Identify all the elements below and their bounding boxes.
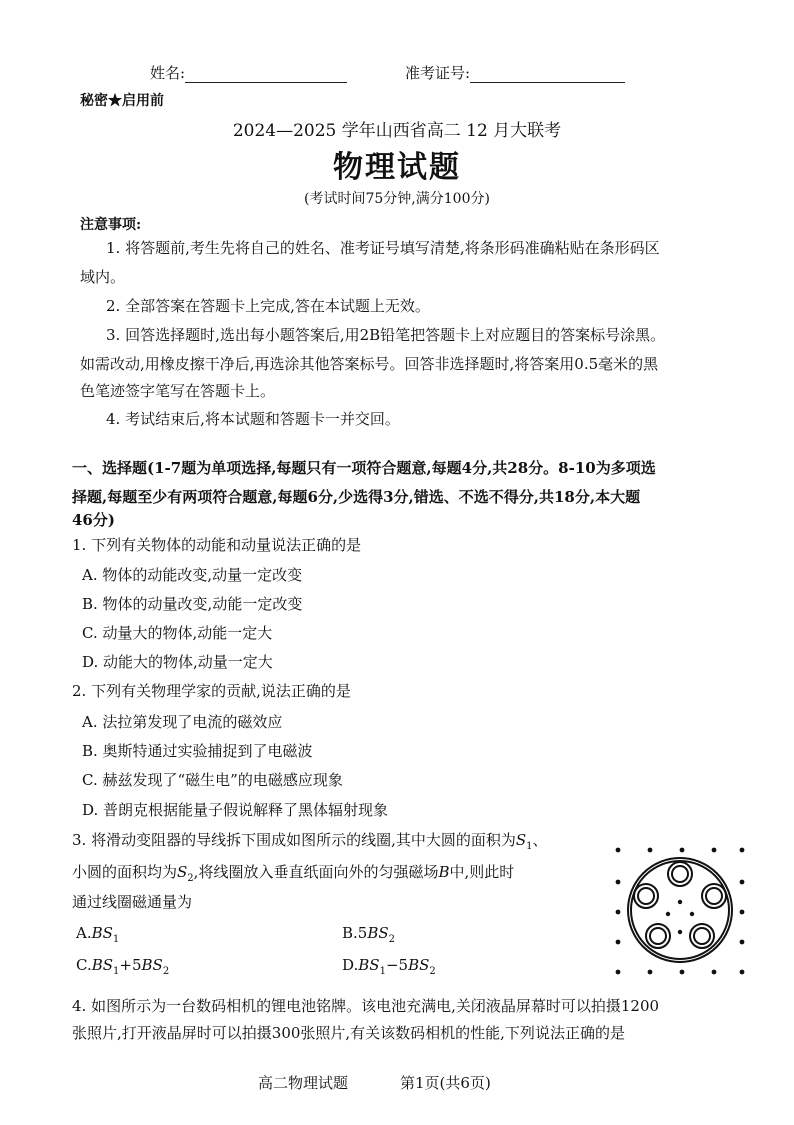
q3-sub-2: 2 (187, 873, 194, 884)
note-line-5: 如需改动,用橡皮擦干净后,再选涂其他答案标号。回答非选择题时,将答案用0.5毫米的黑 (80, 355, 659, 373)
footer-page-number: 第1页(共6页) (400, 1074, 491, 1092)
q2-option-c: C. 赫兹发现了“磁生电”的电磁感应现象 (82, 771, 343, 789)
q4-line-1: 4. 如图所示为一台数码相机的锂电池铭牌。该电池充满电,关闭液晶屏幕时可以拍摄1200 (72, 997, 660, 1015)
notes-heading: 注意事项: (80, 217, 142, 233)
q3-option-c-label: C. (76, 956, 92, 974)
q2-option-a: A. 法拉第发现了电流的磁效应 (82, 713, 283, 731)
q1-stem: 1. 下列有关物体的动能和动量说法正确的是 (72, 536, 362, 554)
q3-option-c-expr-1: BS (91, 956, 114, 974)
q1-option-a: A. 物体的动能改变,动量一定改变 (82, 566, 303, 584)
q3-option-d-expr-1: BS (358, 956, 380, 974)
note-line-4: 3. 回答选择题时,选出每小题答案后,用2B铅笔把答题卡上对应题目的答案标号涂黑。 (106, 326, 666, 344)
q3-line-1-text: 3. 将滑动变阻器的导线拆下围成如图所示的线圈,其中大圆的面积为 (72, 831, 516, 849)
q3-option-c-sub-1: 1 (113, 966, 120, 977)
q3-option-a (76, 924, 119, 945)
footer-subject: 高二物理试题 (258, 1074, 349, 1092)
q3-option-b-sub: 2 (388, 934, 396, 945)
q1-option-c: C. 动量大的物体,动能一定大 (82, 624, 273, 642)
q3-coil-figure (608, 838, 748, 978)
q3-option-b-expr: BS (367, 924, 389, 942)
q3-line-2 (72, 862, 514, 889)
q3-option-d-sub-1: 1 (379, 966, 386, 977)
section-heading-line-2: 择题,每题至少有两项符合题意,每题6分,少选得3分,错选、不选不得分,共18分,本大题 (72, 488, 641, 506)
note-line-7: 4. 考试结束后,将本试题和答题卡一并交回。 (106, 410, 400, 428)
q2-stem: 2. 下列有关物理学家的贡献,说法正确的是 (72, 682, 351, 700)
name-blank (185, 67, 347, 83)
name-label: 姓名: (150, 64, 186, 82)
q3-option-d-expr-2: BS (408, 956, 430, 974)
q3-option-c-op: +5 (119, 956, 142, 974)
q3-option-a-sub: 1 (112, 934, 120, 945)
name-field (150, 62, 347, 83)
q3-option-b-label: B.5 (342, 924, 368, 942)
q3-option-d (342, 956, 436, 977)
q3-option-d-sub-2: 2 (429, 966, 436, 977)
q1-option-d: D. 动能大的物体,动量一定大 (82, 653, 273, 671)
q3-option-c (76, 956, 169, 977)
note-line-6: 色笔迹签字笔写在答题卡上。 (80, 382, 276, 400)
secret-mark: 秘密★启用前 (80, 93, 164, 109)
note-line-2: 域内。 (80, 268, 126, 286)
q3-line-2-text-b: ,将线圈放入垂直纸面向外的匀强磁场 (193, 863, 439, 881)
exam-id-label: 准考证号: (405, 64, 471, 82)
q2-option-b: B. 奥斯特通过实验捕捉到了电磁波 (82, 742, 313, 760)
q3-line-2-text-a: 小圆的面积均为 (72, 863, 178, 881)
q3-var-s2: S (177, 863, 188, 881)
time-note: (考试时间75分钟,满分100分) (304, 191, 490, 207)
note-line-1: 1. 将答题前,考生先将自己的姓名、准考证号填写清楚,将条形码准确粘贴在条形码区 (106, 239, 660, 257)
q3-option-a-label: A. (76, 924, 92, 942)
q4-line-2: 张照片,打开液晶屏时可以拍摄300张照片,有关该数码相机的性能,下列说法正确的是 (72, 1024, 625, 1042)
q3-option-d-label: D. (342, 956, 359, 974)
section-heading-line-3: 46分) (72, 511, 115, 529)
coil-wire (628, 858, 732, 962)
q3-line-1 (72, 830, 548, 857)
exam-name: 2024—2025 学年山西省高二 12 月大联考 (232, 121, 562, 141)
q3-var-b: B (438, 863, 450, 881)
q3-line-2-text-c: 中,则此时 (449, 863, 515, 881)
exam-id-blank (470, 67, 625, 83)
q1-option-b: B. 物体的动量改变,动能一定改变 (82, 595, 303, 613)
q3-var-s1: S (515, 831, 527, 849)
q3-sub-1: 1 (526, 841, 533, 852)
note-line-3: 2. 全部答案在答题卡上完成,答在本试题上无效。 (106, 297, 430, 315)
q3-line-1-end: 、 (532, 831, 548, 849)
page-title: 物理试题 (333, 150, 461, 185)
exam-id-field (405, 62, 625, 83)
q3-option-c-sub-2: 2 (162, 966, 170, 977)
q3-option-c-expr-2: BS (141, 956, 163, 974)
section-heading-line-1: 一、选择题(1-7题为单项选择,每题只有一项符合题意,每题4分,共28分。8-10为多项选 (72, 459, 656, 477)
q3-option-a-expr: BS (91, 924, 113, 942)
q2-option-d: D. 普朗克根据能量子假说解释了黑体辐射现象 (82, 801, 389, 819)
q3-line-3: 通过线圈磁通量为 (72, 893, 193, 911)
q3-option-b (342, 924, 395, 945)
q3-option-d-op: −5 (385, 956, 409, 974)
